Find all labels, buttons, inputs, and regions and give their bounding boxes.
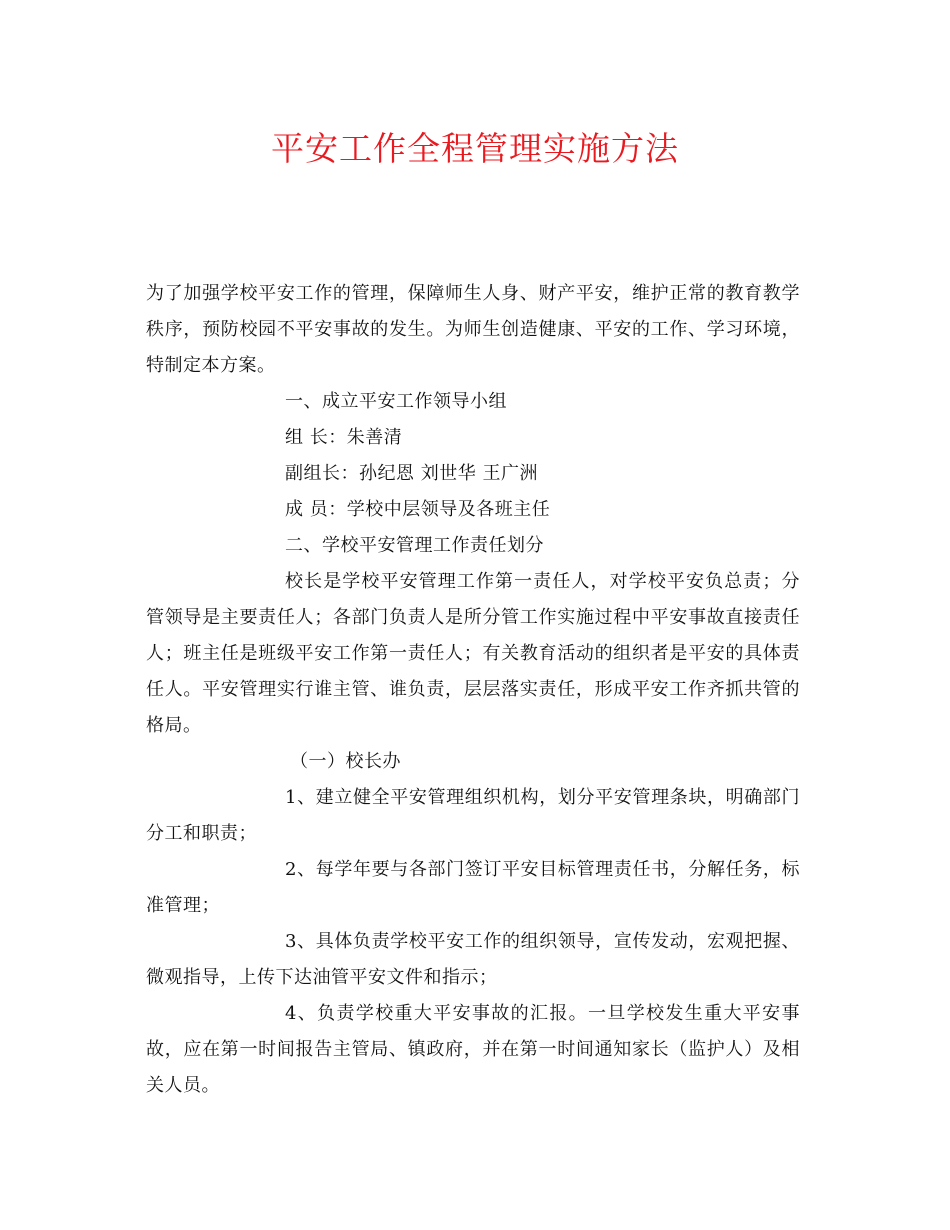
section-heading-2: 二、学校平安管理工作责任划分 bbox=[285, 535, 544, 556]
list-item: 3、具体负责学校平安工作的组织领导，宣传发动，宏观把握、微观指导，上传下达油管平安文件和指示； bbox=[146, 931, 800, 988]
deputy-leader-line: 副组长：孙纪恩 刘世华 王广洲 bbox=[285, 463, 538, 484]
list-item: 2、每学年要与各部门签订平安目标管理责任书，分解任务，标准管理； bbox=[146, 859, 800, 916]
members-line: 成 员：学校中层领导及各班主任 bbox=[285, 499, 551, 520]
responsibility-paragraph: 校长是学校平安管理工作第一责任人，对学校平安负总责；分管领导是主要责任人；各部门负责人是所分管工作实施过程中平安事故直接责任人；班主任是班级平安工作第一责任人；有关教育活动的组织者是平安的具体责任人。平安管理实行谁主管、谁负责，层层落实责任，形成平安工作齐抓共管的格局。 bbox=[146, 571, 800, 736]
group-leader-line: 组 长：朱善清 bbox=[285, 427, 403, 448]
intro-paragraph: 为了加强学校平安工作的管理，保障师生人身、财产平安，维护正常的教育教学秩序，预防校园不平安事故的发生。为师生创造健康、平安的工作、学习环境，特制定本方案。 bbox=[146, 283, 800, 376]
list-item: 4、负责学校重大平安事故的汇报。一旦学校发生重大平安事故，应在第一时间报告主管局、镇政府，并在第一时间通知家长（监护人）及相关人员。 bbox=[146, 1003, 800, 1096]
list-item: 1、建立健全平安管理组织机构，划分平安管理条块，明确部门分工和职责； bbox=[146, 787, 800, 844]
subsection-heading-principal-office: （一）校长办 bbox=[290, 751, 401, 772]
section-heading-1: 一、成立平安工作领导小组 bbox=[285, 391, 507, 412]
document-body bbox=[146, 276, 800, 1104]
document-title: 平安工作全程管理实施方法 bbox=[271, 129, 679, 168]
